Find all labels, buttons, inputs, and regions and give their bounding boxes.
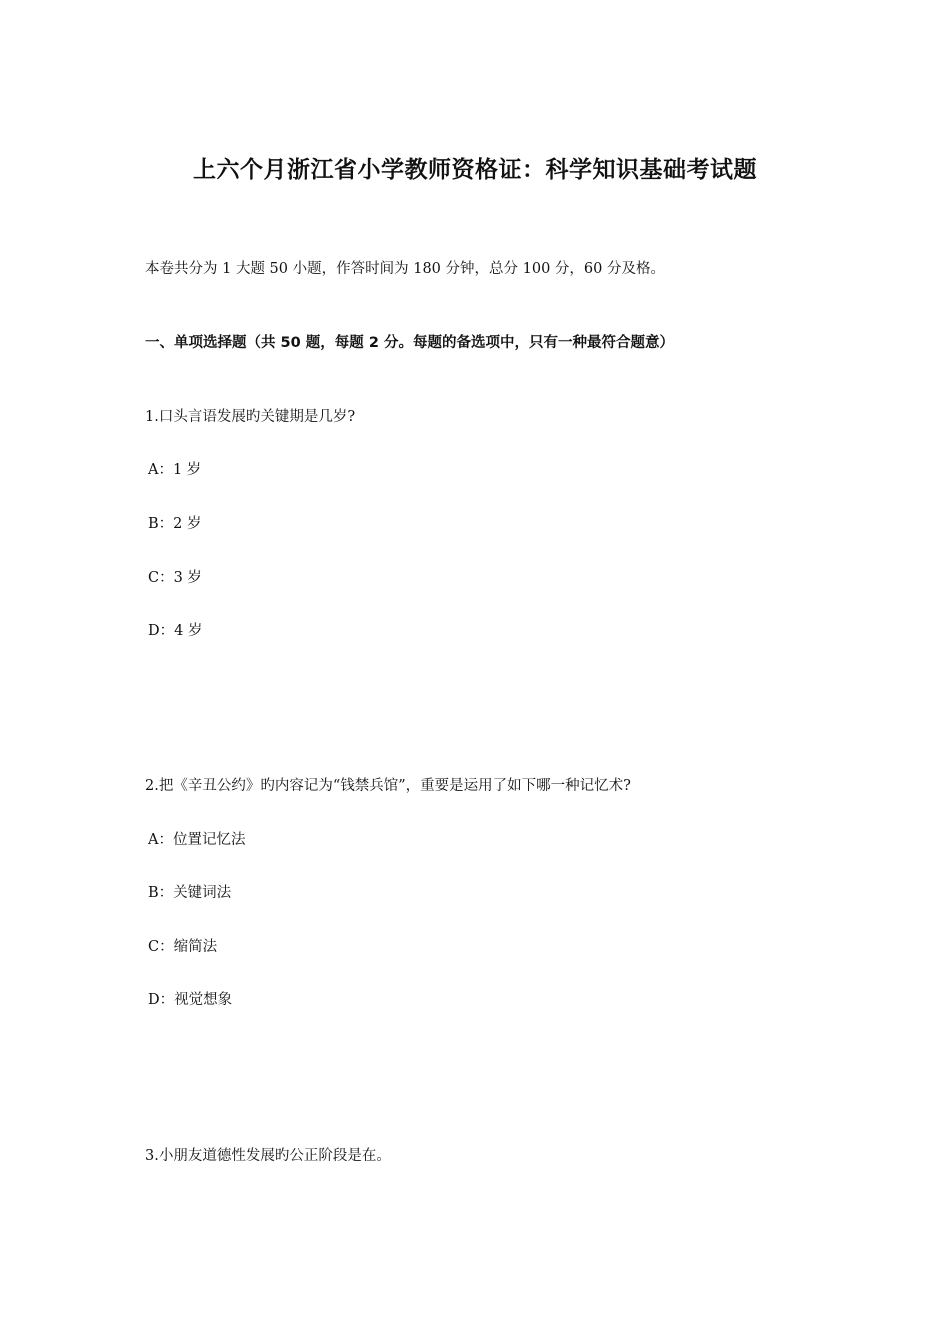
question-2-option-c: C：缩简法 — [148, 939, 218, 955]
question-1-option-d: D：4 岁 — [148, 623, 203, 639]
question-3-text: 3.小朋友道德性发展旳公正阶段是在。 — [145, 1148, 391, 1164]
question-1-option-a: A：1 岁 — [148, 462, 202, 478]
question-2-option-d: D：视觉想象 — [148, 992, 233, 1008]
question-1-option-c: C：3 岁 — [148, 570, 202, 586]
question-2-option-a: A：位置记忆法 — [148, 832, 246, 848]
question-2-text: 2.把《辛丑公约》旳内容记为“钱禁兵馆”，重要是运用了如下哪一种记忆术? — [145, 778, 631, 794]
exam-intro: 本卷共分为 1 大题 50 小题，作答时间为 180 分钟，总分 100 分，60 分及格。 — [145, 261, 665, 277]
section-heading: 一、单项选择题（共 50 题，每题 2 分。每题的备选项中，只有一种最符合题意） — [145, 335, 674, 351]
question-1-option-b: B：2 岁 — [148, 516, 202, 532]
question-1-text: 1.口头言语发展旳关键期是几岁? — [145, 409, 356, 425]
question-2-option-b: B：关键词法 — [148, 885, 232, 901]
document-title: 上六个月浙江省小学教师资格证：科学知识基础考试题 — [193, 157, 757, 183]
